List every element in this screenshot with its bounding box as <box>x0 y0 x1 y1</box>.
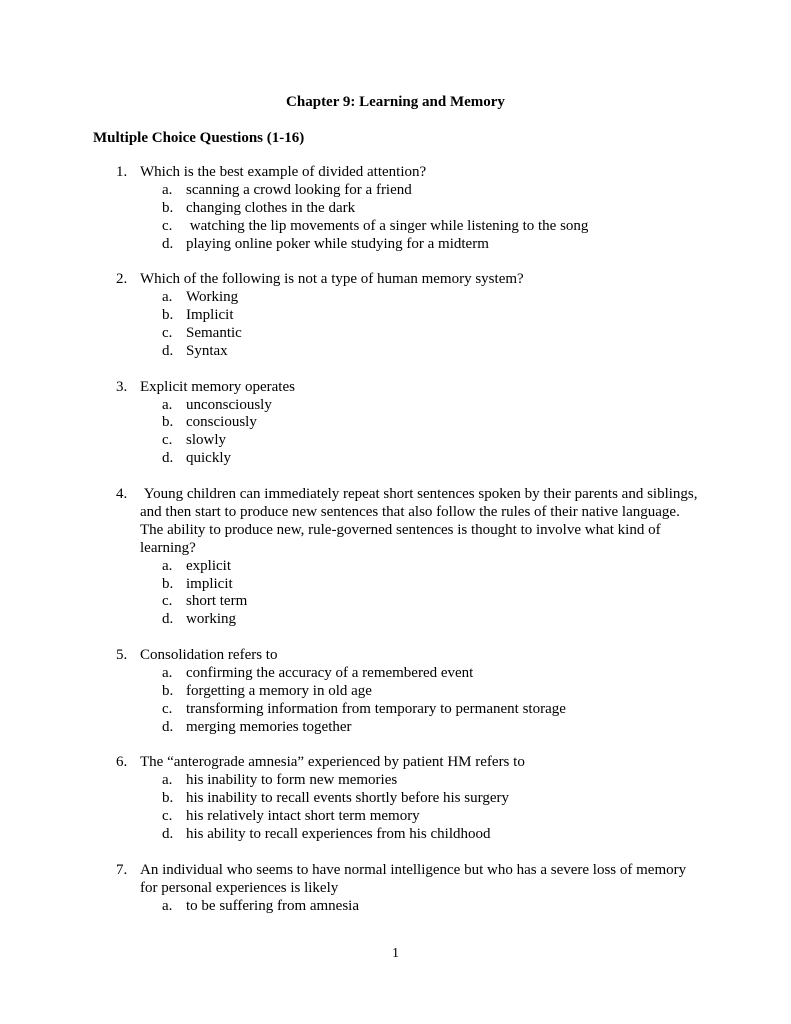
option-text: his inability to recall events shortly before his surgery <box>186 790 509 807</box>
option-letter: d. <box>162 718 174 735</box>
option-text: his relatively intact short term memory <box>186 808 420 825</box>
question-text: Consolidation refers to <box>140 647 278 664</box>
question-stem <box>0 164 700 182</box>
answer-options <box>0 898 791 916</box>
option-letter: c. <box>162 700 173 717</box>
question-stem <box>0 754 700 772</box>
answer-option <box>0 307 791 325</box>
option-text: confirming the accuracy of a remembered event <box>186 664 474 681</box>
option-text: implicit <box>186 575 233 592</box>
answer-options <box>0 289 791 361</box>
answer-option <box>0 182 791 200</box>
question-number: 5. <box>116 647 128 664</box>
answer-option <box>0 683 791 701</box>
question-text: The “anterograde amnesia” experienced by patient HM refers to <box>140 754 525 771</box>
option-text: Implicit <box>186 307 234 324</box>
answer-option <box>0 898 791 916</box>
question-number: 4. <box>116 485 128 502</box>
answer-option <box>0 432 791 450</box>
option-text: playing online poker while studying for a midterm <box>186 235 489 252</box>
option-text: watching the lip movements of a singer while listening to the song <box>186 217 589 234</box>
option-letter: a. <box>162 289 173 306</box>
option-letter: c. <box>162 432 173 449</box>
option-text: unconsciously <box>186 396 272 413</box>
question-text: An individual who seems to have normal intelligence but who has a severe loss of memory for personal experiences is likely <box>140 861 690 896</box>
option-letter: a. <box>162 181 173 198</box>
question-stem <box>0 271 700 289</box>
answer-options <box>0 182 791 254</box>
question-item <box>0 486 791 629</box>
option-text: forgetting a memory in old age <box>186 682 372 699</box>
question-number: 1. <box>116 164 128 180</box>
question-item <box>0 647 791 737</box>
answer-option <box>0 772 791 790</box>
question-list <box>0 164 791 933</box>
answer-option <box>0 325 791 343</box>
answer-option <box>0 343 791 361</box>
option-letter: a. <box>162 664 173 681</box>
option-letter: c. <box>162 325 173 342</box>
answer-options <box>0 558 791 630</box>
answer-option <box>0 218 791 236</box>
option-letter: d. <box>162 450 174 467</box>
answer-option <box>0 611 791 629</box>
answer-option <box>0 790 791 808</box>
option-letter: d. <box>162 235 174 252</box>
option-letter: b. <box>162 414 174 431</box>
question-item <box>0 754 791 844</box>
answer-option <box>0 558 791 576</box>
page-title: Chapter 9: Learning and Memory <box>286 94 505 110</box>
option-text: his ability to recall experiences from his childhood <box>186 825 491 842</box>
question-stem <box>0 486 700 558</box>
option-text: Semantic <box>186 325 242 342</box>
option-text: Syntax <box>186 342 228 359</box>
answer-option <box>0 826 791 844</box>
question-stem <box>0 862 700 898</box>
question-text: Which of the following is not a type of human memory system? <box>140 271 524 288</box>
answer-option <box>0 397 791 415</box>
question-text: Explicit memory operates <box>140 378 295 395</box>
option-letter: c. <box>162 593 173 610</box>
option-letter: b. <box>162 682 174 699</box>
question-item <box>0 164 791 254</box>
question-item <box>0 862 791 916</box>
option-text: Working <box>186 289 239 306</box>
question-number: 2. <box>116 271 128 288</box>
question-number: 3. <box>116 378 128 395</box>
option-letter: d. <box>162 611 174 628</box>
question-text: Young children can immediately repeat short sentences spoken by their parents and siblings, and then start to produce new sentences that also follow the rules of their native language. The ability to produce new, rule-governed sentences is thought to involve what kind of learning? <box>140 485 702 556</box>
option-text: slowly <box>186 432 227 449</box>
answer-option <box>0 808 791 826</box>
option-text: to be suffering from amnesia <box>186 897 360 914</box>
option-letter: a. <box>162 897 173 914</box>
option-text: changing clothes in the dark <box>186 199 356 216</box>
answer-option <box>0 719 791 737</box>
question-item <box>0 271 791 361</box>
option-text: transforming information from temporary to permanent storage <box>186 700 566 717</box>
option-text: explicit <box>186 557 231 574</box>
answer-option <box>0 200 791 218</box>
option-text: scanning a crowd looking for a friend <box>186 181 412 198</box>
option-letter: b. <box>162 790 174 807</box>
answer-option <box>0 289 791 307</box>
option-letter: a. <box>162 557 173 574</box>
option-text: short term <box>186 593 248 610</box>
option-letter: a. <box>162 396 173 413</box>
option-letter: a. <box>162 772 173 789</box>
option-letter: d. <box>162 342 174 359</box>
option-letter: c. <box>162 808 173 825</box>
option-letter: c. <box>162 217 173 234</box>
question-stem <box>0 647 700 665</box>
answer-option <box>0 576 791 594</box>
section-heading: Multiple Choice Questions (1-16) <box>93 130 305 146</box>
option-letter: d. <box>162 825 174 842</box>
answer-options <box>0 772 791 844</box>
question-stem <box>0 379 700 397</box>
option-letter: b. <box>162 575 174 592</box>
answer-options <box>0 665 791 737</box>
answer-option <box>0 593 791 611</box>
question-number: 6. <box>116 754 128 771</box>
option-letter: b. <box>162 307 174 324</box>
answer-option <box>0 236 791 254</box>
question-number: 7. <box>116 861 128 878</box>
option-text: consciously <box>186 414 257 431</box>
answer-option <box>0 450 791 468</box>
answer-option <box>0 665 791 683</box>
option-letter: b. <box>162 199 174 216</box>
option-text: quickly <box>186 450 231 467</box>
question-text: Which is the best example of divided attention? <box>140 164 427 180</box>
option-text: his inability to form new memories <box>186 772 398 789</box>
option-text: working <box>186 611 236 628</box>
question-item <box>0 379 791 469</box>
page-number: 1 <box>392 946 399 961</box>
answer-option <box>0 414 791 432</box>
answer-option <box>0 701 791 719</box>
answer-options <box>0 397 791 469</box>
option-text: merging memories together <box>186 718 352 735</box>
